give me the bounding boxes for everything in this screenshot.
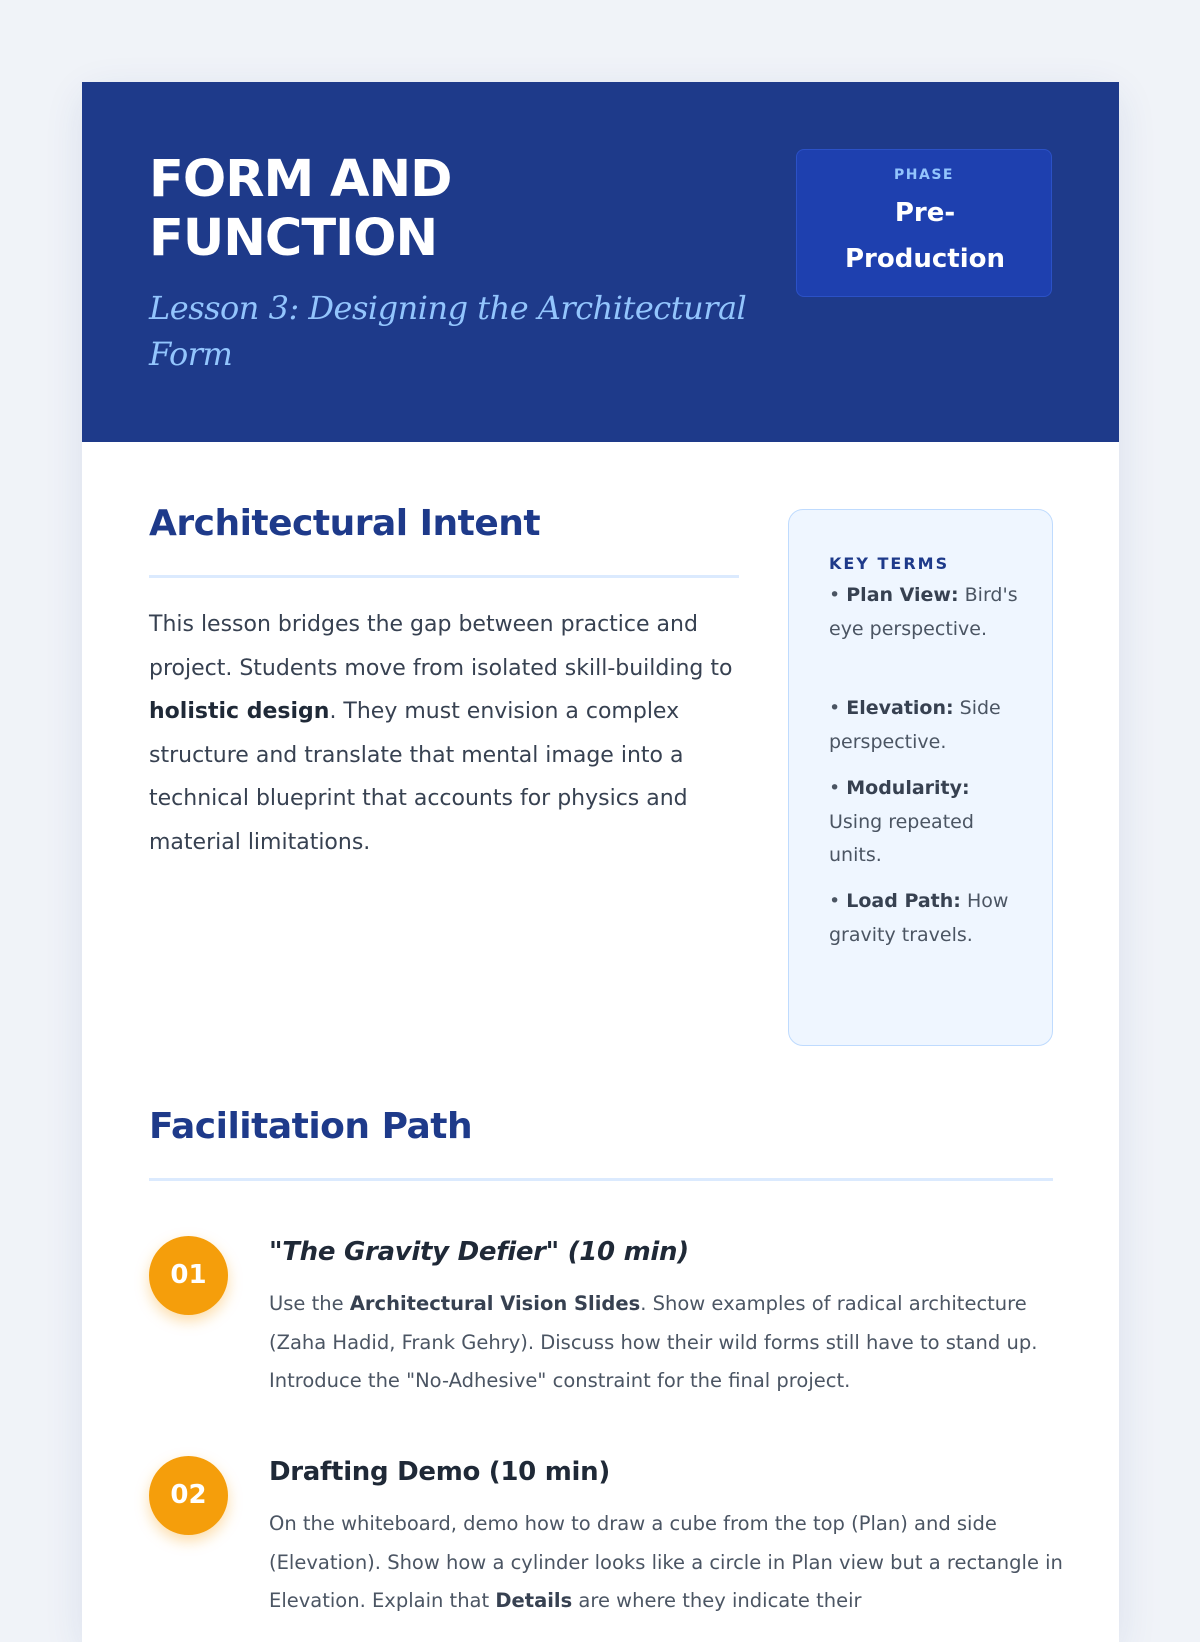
step-description-emphasis: Architectural Vision Slides — [349, 1292, 641, 1315]
phase-label: PHASE — [894, 167, 954, 183]
step-description — [269, 1285, 1069, 1401]
intent-divider — [149, 575, 739, 578]
step-description-start: Use the — [269, 1292, 350, 1315]
intent-body — [149, 603, 739, 864]
key-term-definition: How gravity travels. — [829, 890, 1009, 946]
page-title: FORM AND FUNCTION — [149, 150, 452, 268]
intent-body-emphasis: holistic design — [149, 699, 330, 724]
key-terms-title: KEY TERMS — [829, 554, 950, 573]
step-title: "The Gravity Defier" (10 min) — [269, 1237, 689, 1267]
key-term-definition: Side perspective. — [829, 697, 1001, 753]
key-term-name: Plan View: — [846, 584, 959, 606]
intent-body-start: This lesson bridges the gap between practice and project. Students move from isolated skill-building to — [149, 612, 733, 681]
key-term-name: Elevation: — [846, 697, 954, 719]
phase-badge — [796, 149, 1052, 297]
step-description-end: are where they indicate their — [572, 1589, 862, 1612]
step-description — [269, 1505, 1069, 1621]
facilitation-divider — [149, 1178, 1053, 1181]
step-description-start: On the whiteboard, demo how to draw a cube from the top (Plan) and side (Elevation). Show how a cylinder looks like a circle in Plan view but a rectangle in Elevation. Explain that — [269, 1512, 1063, 1612]
key-term-name: Modularity: — [846, 777, 970, 799]
lesson-header — [82, 82, 1119, 442]
key-term-name: Load Path: — [846, 890, 961, 912]
intent-heading: Architectural Intent — [149, 503, 541, 544]
key-terms-panel — [788, 509, 1053, 1046]
intent-body-end: . They must envision a complex structure and translate that mental image into a technical blueprint that accounts for physics and material limitations. — [149, 699, 688, 855]
step-description-end: . Show examples of radical architecture (Zaha Hadid, Frank Gehry). Discuss how their wild forms still have to stand up. Introduce the "No-Adhesive" constraint for the final project. — [269, 1292, 1038, 1392]
key-term-definition: Bird's eye perspective. — [829, 584, 1018, 640]
key-term-item: • Modularity: Using repeated units. — [829, 777, 974, 866]
step-description-emphasis: Details — [495, 1589, 573, 1612]
lesson-card — [82, 82, 1119, 1642]
lesson-subtitle: Lesson 3: Designing the Architectural Form — [149, 289, 747, 373]
key-term-item: • Load Path: How gravity travels. — [829, 890, 1009, 946]
facilitation-heading: Facilitation Path — [149, 1106, 473, 1147]
phase-value: Pre-Production — [845, 198, 1005, 274]
step-title: Drafting Demo (10 min) — [269, 1457, 610, 1487]
key-term-item: • Plan View: Bird's eye perspective. — [829, 584, 1018, 640]
step-number-badge: 02 — [149, 1456, 228, 1535]
key-term-definition: Using repeated units. — [829, 810, 974, 866]
step-number-badge: 01 — [149, 1236, 228, 1315]
key-term-item: • Elevation: Side perspective. — [829, 697, 1001, 753]
